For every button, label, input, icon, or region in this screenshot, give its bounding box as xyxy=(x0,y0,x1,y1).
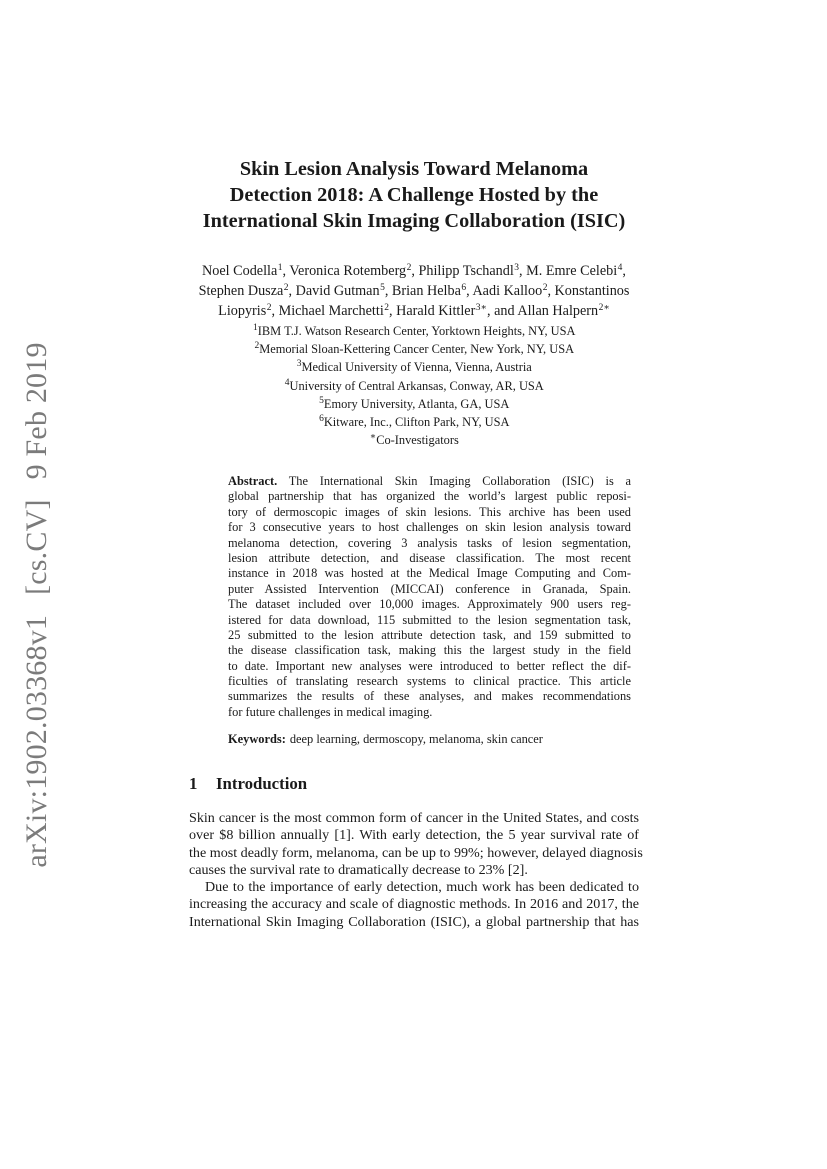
affiliation-mark: 6 xyxy=(319,414,324,425)
author-affil-mark: 2 xyxy=(542,283,548,293)
affiliation-mark: 2 xyxy=(254,341,260,352)
author-separator: , xyxy=(288,283,296,299)
affiliation xyxy=(150,414,678,432)
author-separator: , Konstantinos xyxy=(547,283,630,299)
arxiv-category: [cs.CV] xyxy=(20,499,53,595)
author-name: Veronica Rotemberg xyxy=(289,263,407,279)
body-line: Due to the importance of early detection, much work has been dedicated to xyxy=(205,879,639,896)
author-affil-mark: 5 xyxy=(380,283,385,293)
abstract-line xyxy=(228,474,631,489)
author-affil-mark: 2 xyxy=(384,303,390,313)
body-line: causes the survival rate to dramatically decrease to 23% [2]. xyxy=(189,861,528,878)
affiliation xyxy=(150,323,678,341)
author-separator: , and xyxy=(487,303,518,319)
body-line: Skin cancer is the most common form of cancer in the United States, and costs xyxy=(189,810,639,826)
affiliation-text: Emory University, Atlanta, GA, USA xyxy=(323,396,510,411)
abstract-line: melanoma detection, covering 3 analysis tasks of lesion segmentation, xyxy=(228,535,631,550)
body-line: the most deadly form, melanoma, can be up to 99%; however, delayed diagnosis xyxy=(189,844,643,861)
affiliation-text: IBM T.J. Watson Research Center, Yorktown Heights, NY, USA xyxy=(257,324,576,338)
title-line: Detection 2018: A Challenge Hosted by the xyxy=(229,184,599,206)
author-line xyxy=(150,282,678,302)
abstract-label: Abstract. xyxy=(228,474,278,488)
abstract-line: lesion attribute detection, and disease classification. The most recent xyxy=(228,550,631,565)
author-affil-mark: 3∗ xyxy=(475,303,488,313)
abstract-line: puter Assisted Intervention (MICCAI) conference in Granada, Spain. xyxy=(228,581,631,596)
affiliation-mark: 1 xyxy=(253,323,258,333)
author-name: Liopyris xyxy=(218,303,267,319)
author-name: Brian Helba xyxy=(391,283,461,299)
abstract-line: the disease classification task, making this the largest study in the field xyxy=(228,643,631,658)
author-affil-mark: 3 xyxy=(514,263,520,273)
paper-title xyxy=(150,156,678,234)
abstract-line: to date. Important new analyses were introduced to better reflect the dif- xyxy=(228,658,631,673)
author-name: Michael Marchetti xyxy=(278,303,384,319)
author-affil-mark: 6 xyxy=(461,283,467,293)
author-affil-mark: 4 xyxy=(617,263,623,273)
abstract-line: instance in 2018 was hosted at the Medical Image Computing and Com- xyxy=(228,566,631,581)
author-separator: , xyxy=(384,283,392,299)
author-separator: , xyxy=(519,263,527,279)
affiliation-text: Medical University of Vienna, Vienna, Austria xyxy=(301,360,532,375)
affiliation-list xyxy=(150,323,678,450)
affiliation-mark: ∗ xyxy=(369,432,377,443)
author-name: David Gutman xyxy=(295,283,380,299)
affiliation-text: University of Central Arkansas, Conway, AR, USA xyxy=(289,378,544,393)
author-separator: , xyxy=(389,303,397,319)
abstract-first-line: The International Skin Imaging Collaboration (ISIC) is a xyxy=(288,474,632,488)
author-affil-mark: 2∗ xyxy=(598,303,610,313)
author-name: Aadi Kalloo xyxy=(472,283,543,299)
affiliation xyxy=(150,359,678,377)
abstract-line: summarizes the results of these analyses, and makes recommendations xyxy=(228,689,631,704)
abstract-line: 25 submitted to the lesion attribute detection task, and 159 submitted to xyxy=(228,627,631,642)
body-line: increasing the accuracy and scale of diagnostic methods. In 2016 and 2017, the xyxy=(189,896,639,913)
affiliation xyxy=(150,432,678,450)
keywords-label: Keywords: xyxy=(228,732,286,746)
author-line xyxy=(150,302,678,322)
author-separator: , xyxy=(271,303,279,319)
arxiv-date: 9 Feb 2019 xyxy=(20,342,53,480)
author-affil-mark: 2 xyxy=(406,263,412,273)
abstract xyxy=(228,474,631,720)
author-name: Stephen Dusza xyxy=(198,283,284,299)
section-number: 1 xyxy=(189,774,198,793)
author-affil-mark: 1 xyxy=(277,263,283,273)
author-separator: , xyxy=(282,263,290,279)
section-heading xyxy=(189,774,307,794)
affiliation-mark: 3 xyxy=(296,359,302,370)
author-name: Allan Halpern xyxy=(517,303,599,319)
affiliation xyxy=(150,378,678,396)
author-separator: , xyxy=(466,283,473,299)
author-name: M. Emre Celebi xyxy=(526,263,618,279)
abstract-line: for future challenges in medical imaging. xyxy=(228,704,433,719)
abstract-line: for 3 consecutive years to host challenges on skin lesion analysis toward xyxy=(228,520,631,535)
abstract-line: istered for data download, 115 submitted to the lesion segmentation task, xyxy=(228,612,631,627)
author-affil-mark: 2 xyxy=(283,283,289,293)
author-name: Philipp Tschandl xyxy=(418,263,514,279)
author-affil-mark: 2 xyxy=(266,303,272,313)
abstract-line: global partnership that has organized the world’s largest public reposi- xyxy=(228,489,631,504)
abstract-line: tory of dermoscopic images of skin lesions. This archive has been used xyxy=(228,504,631,519)
affiliation-text: Memorial Sloan-Kettering Cancer Center, New York, NY, USA xyxy=(259,342,575,357)
keywords xyxy=(228,732,543,747)
body-line: International Skin Imaging Collaboration (ISIC), a global partnership that has xyxy=(189,913,639,930)
author-separator: , xyxy=(411,263,419,279)
author-line xyxy=(150,262,678,282)
introduction-body xyxy=(189,810,643,931)
author-separator: , xyxy=(622,263,626,279)
affiliation-text: Co-Investigators xyxy=(376,433,459,448)
affiliation xyxy=(150,341,678,359)
title-line: Skin Lesion Analysis Toward Melanoma xyxy=(239,158,589,180)
affiliation xyxy=(150,396,678,414)
arxiv-id: arXiv:1902.03368v1 xyxy=(20,614,53,868)
body-line: over $8 billion annually [1]. With early detection, the 5 year survival rate of xyxy=(189,827,639,844)
author-name: Harald Kittler xyxy=(396,303,476,319)
author-list xyxy=(150,262,678,322)
keywords-text: deep learning, dermoscopy, melanoma, skin cancer xyxy=(289,732,543,746)
abstract-line: ficulties of translating research systems to clinical practice. This article xyxy=(228,674,631,689)
affiliation-text: Kitware, Inc., Clifton Park, NY, USA xyxy=(323,415,510,430)
affiliation-mark: 4 xyxy=(284,377,290,388)
title-line: International Skin Imaging Collaboration (ISIC) xyxy=(202,210,626,232)
abstract-line: The dataset included over 10,000 images. Approximately 900 users reg- xyxy=(228,597,631,612)
section-title: Introduction xyxy=(216,774,308,793)
arxiv-identifier xyxy=(20,342,54,867)
affiliation-mark: 5 xyxy=(319,395,324,406)
author-name: Noel Codella xyxy=(202,263,278,279)
